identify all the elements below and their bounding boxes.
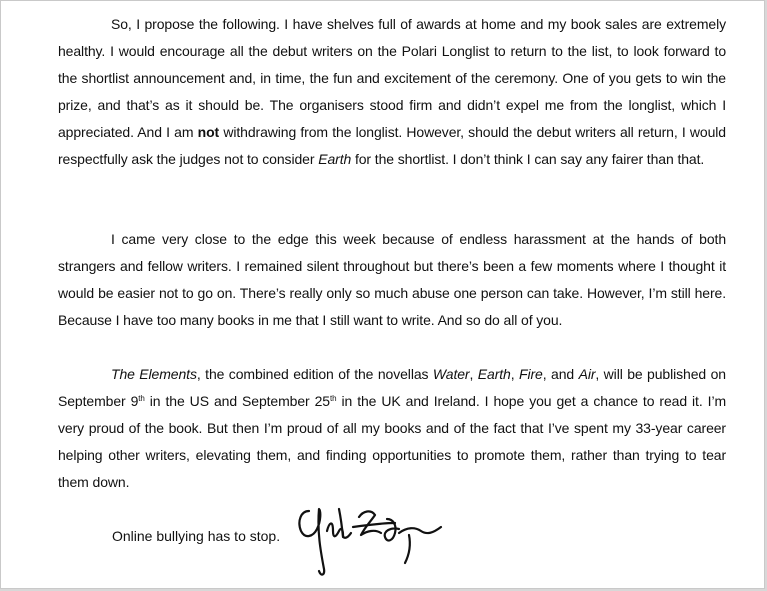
book-title-fire: Fire — [519, 366, 543, 382]
paragraph-3 — [58, 361, 726, 496]
book-title-the-elements: The Elements — [111, 366, 197, 382]
paragraph-1-text-a: So, I propose the following. I have shelves full of awards at home and my book sales are extremely healthy. I would encourage all the debut writers on the Polari Longlist to return to the list, to look forward to the shortlist announcement and, in time, the fun and excitement of the ceremony. One of you gets to win the prize, and that’s as it should be. The organisers stood firm and didn’t expel me from the longlist, which I appreciated. And I am — [58, 16, 726, 140]
separator: , and — [542, 366, 579, 382]
paragraph-3-text-d: in the UK and Ireland. I hope you get a chance to read it. I’m very proud of the book. But then I’m proud of all my books and of the fact that I’ve spent my 33-year career helping other writers, elevating them, and finding opportunities to promote them, rather than trying to tear them down. — [58, 393, 727, 490]
closing-line: Online bullying has to stop. — [112, 528, 281, 544]
paragraph-3-text-c: in the US and September 25 — [144, 393, 330, 409]
paragraph-2-text: I came very close to the edge this week because of endless harassment at the hands of both strangers and fellow writers. I remained silent throughout but there’s been a few moments where I thought it would be easier not to go on. There’s really only so much abuse one person can take. However, I’m still here. Because I have too many books in me that I still want to write. And so do all of you. — [58, 231, 726, 328]
book-title-water: Water — [432, 366, 470, 382]
signature-icon — [291, 497, 451, 579]
paragraph-1-text-c: for the shortlist. I don’t think I can say any fairer than that. — [351, 151, 705, 167]
paragraph-3-text-a: , the combined edition of the novellas — [196, 366, 433, 382]
book-title-air: Air — [578, 366, 596, 382]
separator: , — [469, 366, 478, 382]
paragraph-1 — [58, 11, 726, 173]
ordinal-suffix: th — [330, 394, 337, 403]
ordinal-suffix: th — [138, 394, 145, 403]
paragraph-2 — [58, 226, 726, 334]
book-title-earth: Earth — [477, 366, 511, 382]
separator: , — [510, 366, 520, 382]
emphasis-not: not — [197, 124, 220, 140]
book-title-earth: Earth — [318, 151, 352, 167]
paragraph-1-text-b: withdrawing from the longlist. However, should the debut writers all return, I would respectfully ask the judges not to consider — [58, 124, 726, 167]
paragraph-3-text-b: , will be published on September 9 — [58, 366, 726, 409]
